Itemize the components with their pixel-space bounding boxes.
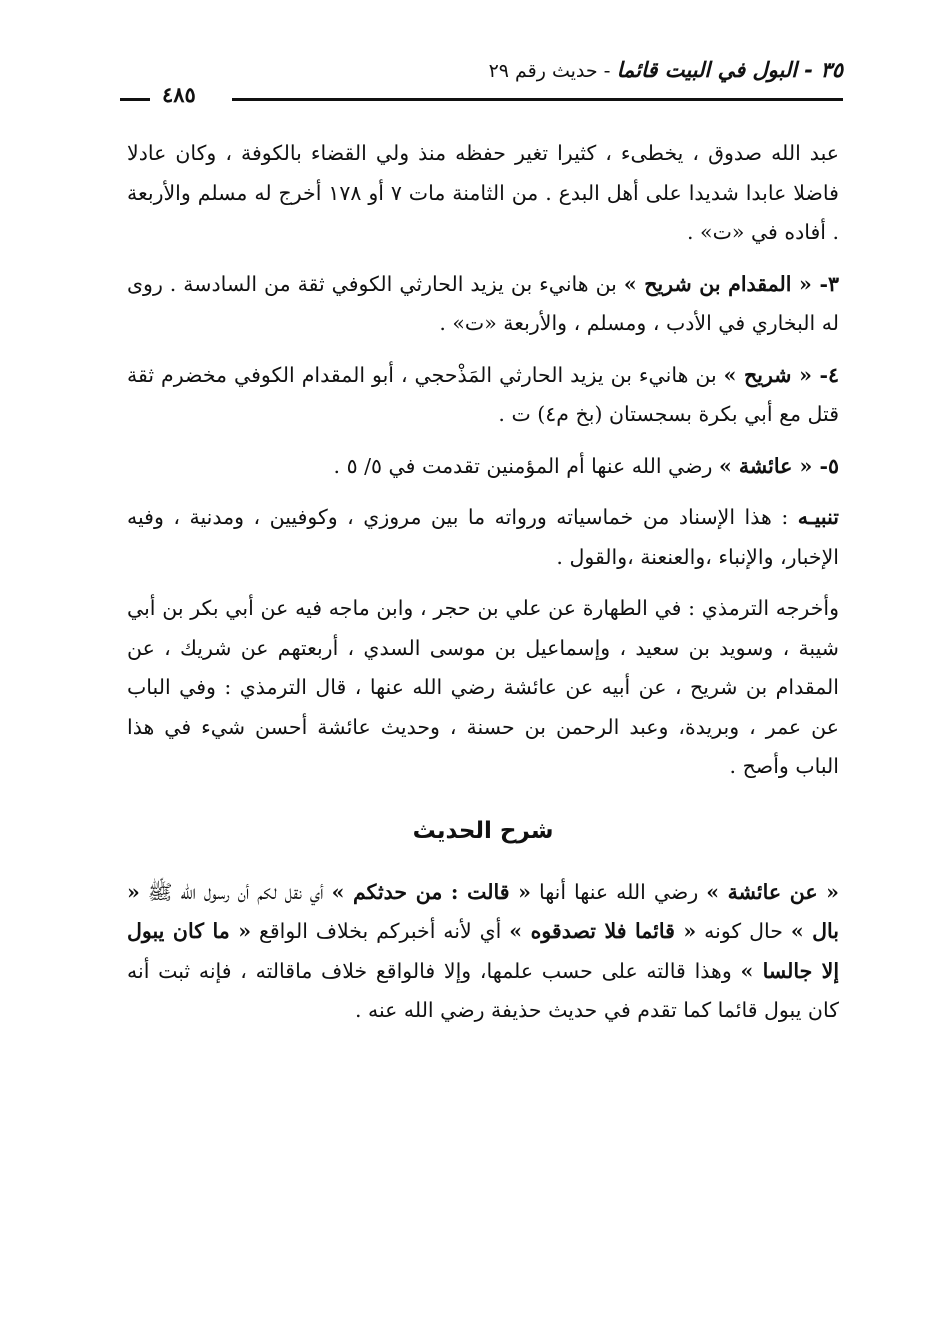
item-number: ٥- bbox=[812, 453, 839, 478]
narrator-text: بن هانيء بن يزيد الحارثي المَذْحجي ، أبو المقدام الكوفي مخضرم ثقة قتل مع أبي بكرة بسجستان (بخ م٤) ت . bbox=[127, 362, 839, 426]
narrator-text: بن هانيء بن يزيد الحارثي الكوفي ثقة من السادسة . روى له البخاري في الأدب ، ومسلم ، والأربعة «ت» . bbox=[127, 271, 839, 335]
commentary-segment: رضي الله عنها أنها bbox=[530, 879, 707, 904]
quote-segment: « عن عائشة » bbox=[706, 879, 839, 904]
narrator-name: « عائشة » bbox=[718, 453, 813, 478]
sharh-paragraph bbox=[127, 873, 839, 1031]
narrator-paragraph bbox=[127, 356, 839, 435]
header-rule-left bbox=[120, 98, 150, 101]
narrator-paragraph bbox=[127, 265, 839, 344]
item-number: ٤- bbox=[811, 362, 840, 387]
narrator-name: « المقدام بن شريح » bbox=[623, 271, 812, 296]
narrator-paragraph bbox=[127, 447, 839, 487]
quote-segment: « قائما فلا تصدقوه » bbox=[509, 919, 697, 943]
quote-segment: « بال » bbox=[127, 879, 839, 943]
item-number: ٣- bbox=[811, 271, 839, 296]
takhrij-paragraph: وأخرجه الترمذي : في الطهارة عن علي بن حجر ، وابن ماجه فيه عن أبي بكر بن أبي شيبة ، وسويد بن سعيد ، وإسماعيل بن موسى السدي ، أربعتهم عن شريك ، عن المقدام بن شريح ، عن أبيه عن عائشة رضي الله عنها ، قال الترمذي : وفي الباب عن عمر ، وبريدة، وعبد الرحمن بن حسنة ، وحديث عائشة أحسن شيء في هذا الباب وأصح . bbox=[127, 596, 839, 778]
commentary-segment: وهذا قالته على حسب علمها، وإلا فالواقع خلاف ماقالته ، فإنه ثبت أنه كان يبول قائما كما تقدم في حديث حذيفة رضي الله عنه . bbox=[127, 958, 839, 1022]
commentary-segment: أي لأنه أخبركم بخلاف الواقع bbox=[251, 919, 510, 943]
commentary-segment: أي نقل لكم أن رسول الله ﷺ bbox=[139, 879, 332, 904]
page-body bbox=[127, 134, 839, 1043]
note-text: : هذا الإسناد من خماسياته ورواته ما بين مروزي ، وكوفيين ، ومدنية ، وفيه الإخبار، والإنباء ،والعنعنة ،والقول . bbox=[127, 505, 839, 569]
header-rule bbox=[232, 98, 843, 101]
quote-segment: « ما كان يبول إلا جالسا » bbox=[127, 919, 840, 983]
section-heading: شرح الحديث bbox=[412, 817, 554, 844]
page-number: ٤٨٥ bbox=[158, 82, 200, 107]
hadith-number: - حديث رقم ٢٩ bbox=[488, 60, 617, 82]
narrator-text: رضي الله عنها أم المؤمنين تقدمت في ٥/ ٥ . bbox=[333, 453, 719, 478]
quote-segment: « قالت : من حدثكم » bbox=[331, 879, 531, 904]
page-header bbox=[120, 58, 843, 106]
note-label: تنبيـه bbox=[797, 505, 839, 529]
narrator-name: « شريح » bbox=[723, 362, 812, 387]
running-title bbox=[489, 58, 843, 82]
chapter-title: ٣٥ - البول في البيت قائما bbox=[616, 58, 843, 82]
note-paragraph bbox=[127, 498, 839, 577]
narrator-paragraph: عبد الله صدوق ، يخطىء ، كثيرا تغير حفظه منذ ولي القضاء بالكوفة ، وكان عادلا فاضلا عابدا شديدا على أهل البدع . من الثامنة مات ٧ أو ١٧٨ أخرج له مسلم والأربعة . أفاده في «ت» . bbox=[127, 141, 839, 244]
commentary-segment: حال كونه bbox=[696, 919, 791, 943]
